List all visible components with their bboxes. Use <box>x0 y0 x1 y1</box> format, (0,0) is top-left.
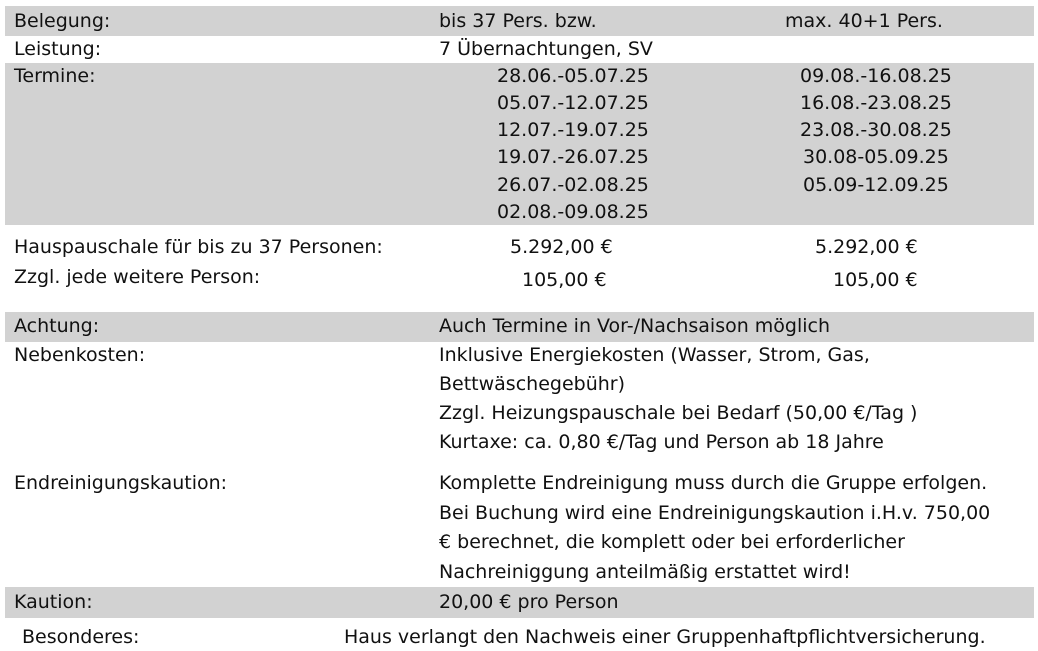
besonderes-value: Haus verlangt den Nachweis einer Gruppenhaftpflichtversicherung. <box>344 626 986 648</box>
endreinigung-line: € berechnet, die komplett oder bei erforderlicher <box>439 531 905 553</box>
hauspauschale-col1: 5.292,00 € <box>510 236 613 258</box>
termin-date: 19.07.-26.07.25 <box>497 146 649 168</box>
termin-date: 05.09-12.09.25 <box>803 174 949 196</box>
endreinigung-line: Bei Buchung wird eine Endreinigungskaution i.H.v. 750,00 <box>439 502 991 524</box>
endreinigung-line: Nachreiniggung anteilmäßig erstattet wird! <box>439 561 851 583</box>
zzgl-col2: 105,00 € <box>833 269 918 291</box>
termin-date: 16.08.-23.08.25 <box>800 92 952 114</box>
leistung-value: 7 Übernachtungen, SV <box>439 38 653 60</box>
belegung-label: Belegung: <box>14 10 111 32</box>
achtung-value: Auch Termine in Vor-/Nachsaison möglich <box>439 315 831 337</box>
termin-date: 02.08.-09.08.25 <box>497 201 649 223</box>
belegung-col1: bis 37 Pers. bzw. <box>439 10 597 32</box>
endreinigung-label: Endreinigungskaution: <box>14 472 228 494</box>
termin-date: 12.07.-19.07.25 <box>497 119 649 141</box>
nebenkosten-line: Zzgl. Heizungspauschale bei Bedarf (50,00 €/Tag ) <box>439 402 918 424</box>
termin-date: 30.08-05.09.25 <box>803 146 949 168</box>
achtung-label: Achtung: <box>14 315 100 337</box>
nebenkosten-line: Inklusive Energiekosten (Wasser, Strom, Gas, <box>439 344 870 366</box>
leistung-label: Leistung: <box>14 38 102 60</box>
termin-date: 23.08.-30.08.25 <box>800 119 952 141</box>
zzgl-col1: 105,00 € <box>522 269 607 291</box>
nebenkosten-line: Kurtaxe: ca. 0,80 €/Tag und Person ab 18 Jahre <box>439 431 884 453</box>
termin-date: 09.08.-16.08.25 <box>800 65 952 87</box>
kaution-value: 20,00 € pro Person <box>439 591 619 613</box>
besonderes-label: Besonderes: <box>22 626 140 648</box>
endreinigung-line: Komplette Endreinigung muss durch die Gruppe erfolgen. <box>439 472 988 494</box>
nebenkosten-line: Bettwäschegebühr) <box>439 373 626 395</box>
termin-date: 26.07.-02.08.25 <box>497 174 649 196</box>
hauspauschale-col2: 5.292,00 € <box>815 236 918 258</box>
termin-date: 28.06.-05.07.25 <box>497 65 649 87</box>
termine-label: Termine: <box>14 65 96 87</box>
nebenkosten-label: Nebenkosten: <box>14 344 146 366</box>
kaution-label: Kaution: <box>14 591 93 613</box>
termin-date: 05.07.-12.07.25 <box>497 92 649 114</box>
zzgl-label: Zzgl. jede weitere Person: <box>14 266 261 288</box>
hauspauschale-label: Hauspauschale für bis zu 37 Personen: <box>14 236 383 258</box>
belegung-col2: max. 40+1 Pers. <box>785 10 943 32</box>
